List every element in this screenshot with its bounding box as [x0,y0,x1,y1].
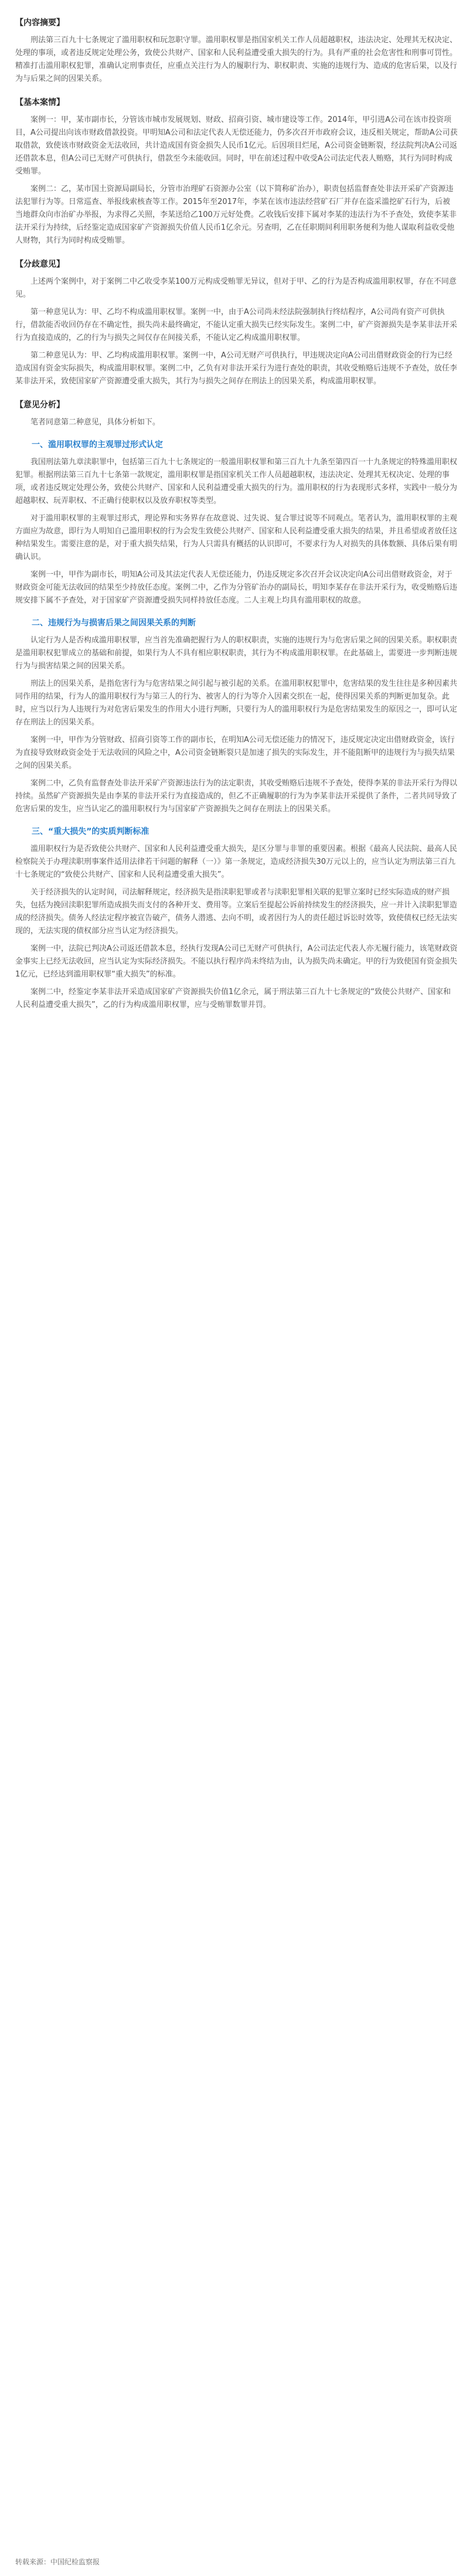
paragraph: 案例二中，经鉴定李某非法开采造成国家矿产资源损失价值1亿余元，属于刑法第三百九十七条规定的“致使公共财产、国家和人民利益遭受重大损失”，乙的行为构成滥用职权罪，应与受贿罪数罪并罚。 [15,988,451,1009]
subheading-heavy-loss: 三、“重大损失”的实质判断标准 [32,827,149,836]
section-heading-summary: 【内容摘要】 [15,18,64,28]
paragraph: 认定行为人是否构成滥用职权罪，应当首先准确把握行为人的职权职责，实施的违规行为与危害后果之间的因果关系。职权职责是滥用职权犯罪成立的基础和前提，如果行为人不具有相应职权职责，其行为不构成滥用职权罪。在此基础上，需要进一步判断违规行为与损害结果之间的因果关系。 [15,636,458,671]
section-heading-disagreement: 【分歧意见】 [15,260,64,269]
paragraph: 案例一中，法院已判决A公司返还借款本息，经执行发现A公司已无财产可供执行，A公司法定代表人亦无履行能力，该笔财政资金事实上已经无法收回，应当认定为实际经济损失。不能以执行程序尚未终结为由，认为损失尚未确定。甲的行为致使国有资金损失1亿元，已经达到滥用职权罪“重大损失”的标准。 [15,944,458,979]
disagreement-intro: 上述两个案例中，对于案例二中乙收受李某100万元构成受贿罪无异议，但对于甲、乙的行为是否构成滥用职权罪，存在不同意见。 [15,277,457,299]
analysis-intro: 笔者同意第二种意见，具体分析如下。 [30,418,161,427]
paragraph: 关于经济损失的认定时间，司法解释规定，经济损失是指渎职犯罪或者与渎职犯罪相关联的犯罪立案时已经实际造成的财产损失，包括为挽回渎职犯罪所造成损失而支付的各种开支、费用等。立案后至提起公诉前持续发生的经济损失，应一并计入渎职犯罪造成的经济损失。债务人经法定程序被宣告破产，债务人潜逃、去向不明，或者因行为人的责任超过诉讼时效等，致使债权已经无法实现的，无法实现的债权部分应当认定为经济损失。 [15,888,458,935]
paragraph: 案例一中，甲作为副市长，明知A公司及其法定代表人无偿还能力，仍违反规定多次召开会议决定向A公司出借财政资金，对于财政资金可能无法收回的结果至少持放任态度。案例二中，乙作为分管矿治办的副局长，明知李某存在非法开采行为，收受贿赂后违规安排下属不予查处，对于国家矿产资源遭受损失同样持放任态度。二人主观上均具有滥用职权的故意。 [15,570,458,605]
paragraph: 对于滥用职权罪的主观罪过形式，理论界和实务界存在故意说、过失说、复合罪过说等不同观点。笔者认为，滥用职权罪的主观方面应为故意，即行为人明知自己滥用职权的行为会发生致使公共财产、国家和人民利益遭受重大损失的结果，并且希望或者放任这种结果发生。需要注意的是，对于重大损失结果，行为人只需具有概括的认识即可，不要求行为人对损失的具体数额、具体后果有明确认识。 [15,514,458,562]
case-one-paragraph: 案例一：甲，某市副市长，分管该市城市发展规划、财政、招商引资、城市建设等工作。2014年，甲引进A公司在该市投资项目，A公司提出向该市财政借款投资。甲明知A公司和法定代表人无偿还能力，仍多次召开市政府会议，违反相关规定，帮助A公司获取借款，致使该市财政资金无法收回，共计造成国有资金损失人民币1亿元。后因项目烂尾，A公司资金链断裂，经法院判决A公司返还借款本息，但A公司已无财产可供执行，借款至今未能收回。同时，甲在前述过程中收受A公司法定代表人贿赂，其行为同时构成受贿罪。 [15,115,458,176]
paragraph: 滥用职权行为是否致使公共财产、国家和人民利益遭受重大损失，是区分罪与非罪的重要因素。根据《最高人民法院、最高人民检察院关于办理渎职刑事案件适用法律若干问题的解释（一）》第一条规定，造成经济损失30万元以上的，应当认定为刑法第三百九十七条规定的“致使公共财产、国家和人民利益遭受重大损失”。 [15,845,458,879]
summary-paragraph: 刑法第三百九十七条规定了滥用职权和玩忽职守罪。滥用职权罪是指国家机关工作人员超越职权，违法决定、处理其无权决定、处理的事项，或者违反规定处理公务，致使公共财产、国家和人民利益遭受重大损失的行为。具有严重的社会危害性和刑事可罚性。精准打击滥用职权犯罪，准确认定刑事责任，应重点关注行为人的履职行为、职权职责、实施的违规行为、造成的危害后果，以及行为与后果之间的因果关系。 [15,36,458,83]
opinion-one: 第一种意见认为：甲、乙均不构成滥用职权罪。案例一中，由于A公司尚未经法院强制执行终结程序，A公司尚有资产可供执行，借款能否收回仍存在不确定性，损失尚未最终确定，不能认定重大损失已经实际发生。案例二中，矿产资源损失是李某非法开采行为直接造成的，乙的行为与损失之间仅存在间接关系，不能认定乙构成滥用职权罪。 [15,308,458,342]
section-heading-analysis: 【意见分析】 [15,400,64,410]
subheading-abuse-of-power: 一、滥用职权罪的主观罪过形式认定 [32,440,163,450]
paragraph: 刑法上的因果关系，是指危害行为与危害结果之间引起与被引起的关系。在滥用职权犯罪中，危害结果的发生往往是多种因素共同作用的结果，行为人的滥用职权行为与第三人的行为、被害人的行为等介入因素交织在一起，使得因果关系的判断更加复杂。此时，应当以行为人违规行为对危害后果发生的作用大小进行判断，只要行为人的滥用职权行为是危害结果发生的原因之一，即可认定存在刑法上的因果关系。 [15,679,458,727]
paragraph: 案例二中，乙负有监督查处非法开采矿产资源违法行为的法定职责，其收受贿赂后违规不予查处，使得李某的非法开采行为得以持续。虽然矿产资源损失是由李某的非法开采行为直接造成的，但乙不正确履职的行为为李某非法开采提供了条件，二者共同导致了危害后果的发生，应当认定乙的滥用职权行为与国家矿产资源损失之间存在刑法上的因果关系。 [15,779,458,814]
case-two-paragraph: 案例二：乙，某市国土资源局副局长，分管市治理矿石资源办公室（以下简称矿治办），职责包括监督查处非法开采矿产资源违法犯罪行为等。日常巡查、举报线索核查等工作。2015年至2017年，李某在该市违法经营矿石厂并存在盗采滥挖矿石行为，后被当地群众向市治矿办举报，为求得乙关照，李某送给乙100万元好处费。乙收钱后安排下属对李某的违法行为不予查处，致使李某非法开采行为持续，后经鉴定造成国家矿产资源损失价值人民币1亿余元。另查明，乙在任职期间利用职务便利为他人谋取利益收受他人财物，其行为同时构成受贿罪。 [15,185,457,245]
article-content [0,0,473,1012]
section-heading-facts: 【基本案情】 [15,98,64,107]
opinion-two: 第二种意见认为：甲、乙均构成滥用职权罪。案例一中，A公司无财产可供执行，甲违规决定向A公司出借财政资金的行为已经造成国有资金实际损失，构成滥用职权罪。案例二中，乙负有对非法开采行为进行查处的职责，其收受贿赂后违规不予查处，放任李某非法开采，致使国家矿产资源遭受重大损失，其行为与损失之间存在刑法上的因果关系，构成滥用职权罪。 [15,351,458,386]
paragraph: 我国刑法第九章渎职罪中，包括第三百九十七条规定的一般滥用职权罪和第三百九十九条至第四百一十九条规定的特殊滥用职权犯罪。根据刑法第三百九十七条第一款规定，滥用职权罪是指国家机关工作人员超越职权，违法决定、处理其无权决定、处理的事项，或者违反规定处理公务，致使公共财产、国家和人民利益遭受重大损失的行为。滥用职权的行为表现形式多样，实践中一般分为超越职权、玩弄职权、不正确行使职权以及放弃职权等类型。 [15,458,458,505]
source-credit: 转载来源：中国纪检监察报 [15,2558,100,2566]
paragraph: 案例一中，甲作为分管财政、招商引资等工作的副市长，在明知A公司无偿还能力的情况下，违反规定决定出借财政资金，该行为直接导致财政资金处于无法收回的风险之中，A公司资金链断裂只是加速了损失的实际发生，并不能阻断甲的违规行为与损失结果之间的因果关系。 [15,736,455,770]
subheading-causation: 二、违规行为与损害后果之间因果关系的判断 [32,618,196,628]
